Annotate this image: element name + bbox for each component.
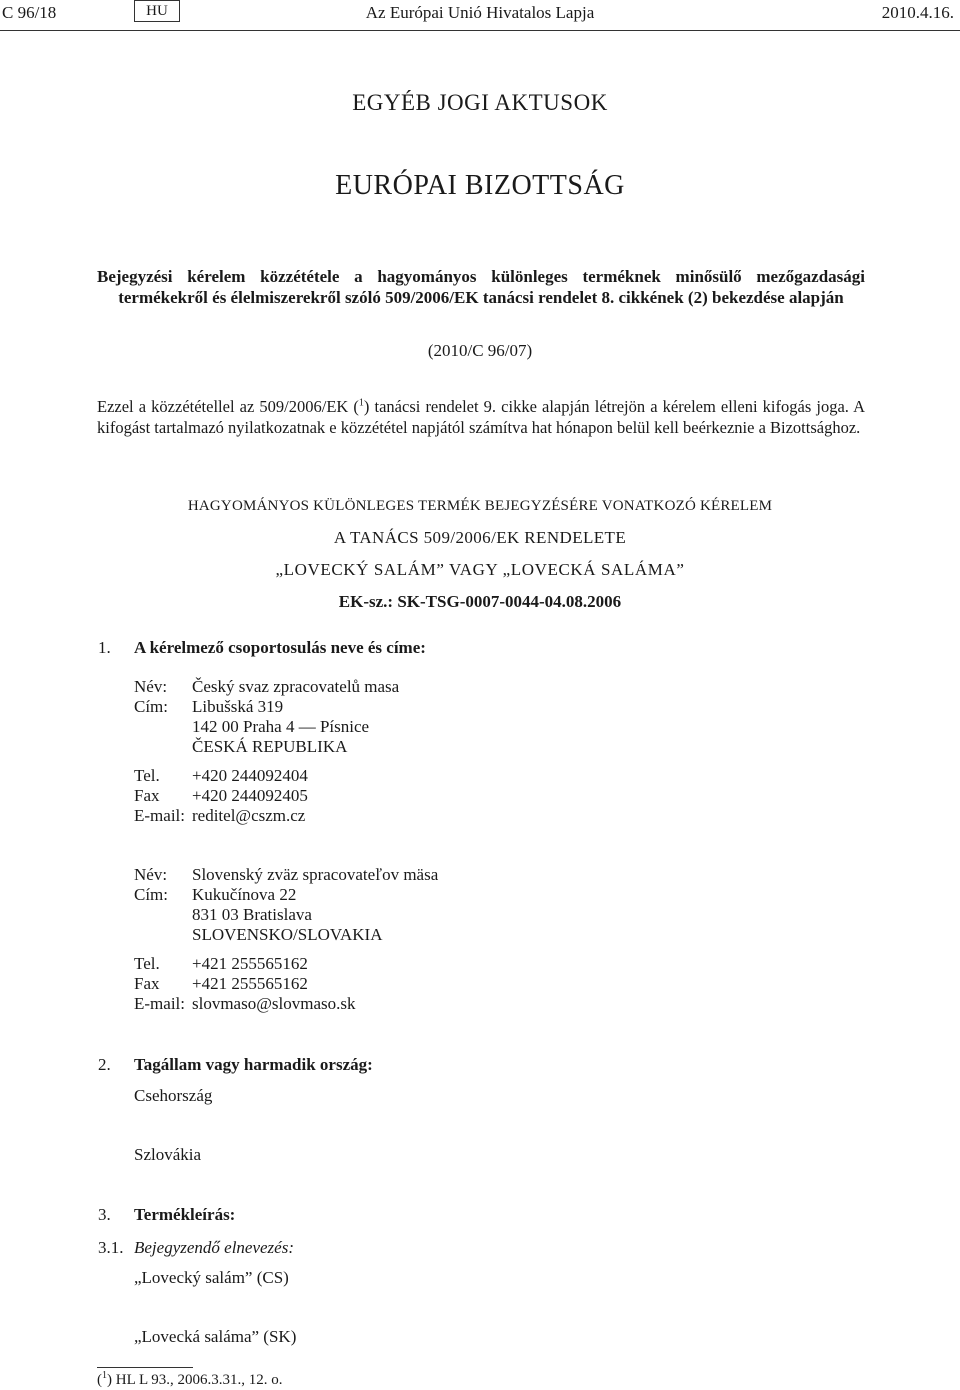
applicant-2-name: Slovenský zväz spracovateľov mäsa (192, 865, 439, 884)
subsection-3-1-title: Bejegyzendő elnevezés: (134, 1238, 294, 1257)
intro-text-1: Ezzel a közzététellel az 509/2006/EK ( (97, 397, 359, 416)
language-badge: HU (134, 0, 180, 22)
section-heading: EGYÉB JOGI AKTUSOK (352, 90, 608, 115)
registered-name-item: „Lovecký salám” (CS) (134, 1268, 289, 1287)
section-1-number: 1. (98, 638, 111, 657)
applicant-2-fax: +421 255565162 (192, 974, 308, 993)
applicant-1-address-row (134, 697, 283, 717)
applicant-2-email-link[interactable]: slovmaso@slovmaso.sk (192, 994, 356, 1013)
section-3-number: 3. (98, 1205, 111, 1224)
footnote-number: 1 (102, 1370, 107, 1381)
applicant-1-address-row-2 (134, 717, 369, 737)
applicant-1-fax: +420 244092405 (192, 786, 308, 805)
intro-text-2: ) tanácsi rendelet 9. cikke alapján létrejön a kérelem elleni kifogás joga. A kifogást tartalmazó nyilatkozatnak e közzététel napjától számítva hat hónapon belül kell beérkeznie a Bizottsághoz. (97, 397, 866, 437)
section-2-title: Tagállam vagy harmadik ország: (134, 1055, 373, 1074)
footnote-rule (97, 1367, 193, 1368)
regulation-title: A TANÁCS 509/2006/EK RENDELETE (333, 528, 627, 547)
fax-label: Fax (134, 786, 160, 805)
section-1-title: A kérelmező csoportosulás neve és címe: (134, 638, 426, 657)
applicant-1-address-line-2: 142 00 Praha 4 — Písnice (192, 717, 370, 736)
tel-label: Tel. (134, 766, 160, 785)
applicant-2-address-line-2: 831 03 Bratislava (192, 905, 312, 924)
footnote-marker[interactable]: 1 (358, 397, 364, 409)
email-label: E-mail: (134, 806, 185, 825)
applicant-1-address-line-3: ČESKÁ REPUBLIKA (192, 737, 348, 756)
address-label: Cím: (134, 697, 169, 716)
address-label: Cím: (134, 885, 169, 904)
applicant-2-address-line-3: SLOVENSKO/SLOVAKIA (192, 925, 383, 944)
applicant-2-address-row (134, 885, 296, 905)
registered-name-item: „Lovecká saláma” (SK) (134, 1327, 297, 1346)
applicant-1-name: Český svaz zpracovatelů masa (192, 677, 400, 696)
footnote-text: HL L 93., 2006.3.31., 12. o. (112, 1372, 283, 1388)
intro-paragraph (97, 396, 865, 438)
applicant-2-email-row (134, 994, 355, 1014)
section-2-number: 2. (98, 1055, 111, 1074)
country-item: Szlovákia (134, 1145, 202, 1164)
applicant-2-tel: +421 255565162 (192, 954, 308, 973)
document-title: Bejegyzési kérelem közzététele a hagyományos különleges terméknek minősülő mezőgazdasági termékekről és élelmiszerekről szóló 509/2006/EK tanácsi rendelet 8. cikkének (2) bekezdése alapján (97, 267, 865, 307)
email-label: E-mail: (134, 994, 185, 1013)
applicant-1-tel-row (134, 766, 308, 786)
tel-label: Tel. (134, 954, 160, 973)
subsection-3-1-number: 3.1. (98, 1238, 124, 1257)
name-label: Név: (134, 865, 168, 884)
applicant-2-name-row (134, 865, 438, 885)
applicant-1-name-row (134, 677, 399, 697)
applicant-2-fax-row (134, 974, 308, 994)
applicant-1-fax-row (134, 786, 308, 806)
applicant-1-address-line-1: Libušská 319 (192, 697, 284, 716)
product-title: „LOVECKÝ SALÁM” VAGY „LOVECKÁ SALÁMA” (275, 560, 685, 579)
applicant-1-tel: +420 244092404 (192, 766, 308, 785)
header-rule (0, 30, 960, 31)
applicant-1-email-row (134, 806, 305, 826)
document-reference: (2010/C 96/07) (427, 341, 533, 360)
applicant-2-address-line-1: Kukučínova 22 (192, 885, 297, 904)
request-heading: HAGYOMÁNYOS KÜLÖNLEGES TERMÉK BEJEGYZÉSÉRE VONATKOZÓ KÉRELEM (187, 498, 773, 514)
organization-heading: EURÓPAI BIZOTTSÁG (335, 170, 625, 201)
name-label: Név: (134, 677, 168, 696)
country-item: Csehország (134, 1086, 213, 1105)
applicant-2-address-row-3 (134, 925, 382, 945)
page-header (0, 0, 960, 30)
applicant-1-address-row-3 (134, 737, 347, 757)
issue-reference: C 96/18 (2, 3, 57, 22)
applicant-1-email-link[interactable]: reditel@cszm.cz (192, 806, 306, 825)
journal-title: Az Európai Unió Hivatalos Lapja (365, 3, 595, 22)
section-3-title: Termékleírás: (134, 1205, 236, 1224)
applicant-2-tel-row (134, 954, 308, 974)
applicant-2-address-row-2 (134, 905, 312, 925)
fax-label: Fax (134, 974, 160, 993)
footnote: ($^1$) HL L 93., 2006.3.31., 12. o. (97, 1370, 283, 1388)
publication-date: 2010.4.16. (881, 3, 954, 22)
ek-number: EK-sz.: SK-TSG-0007-0044-04.08.2006 (338, 592, 622, 611)
